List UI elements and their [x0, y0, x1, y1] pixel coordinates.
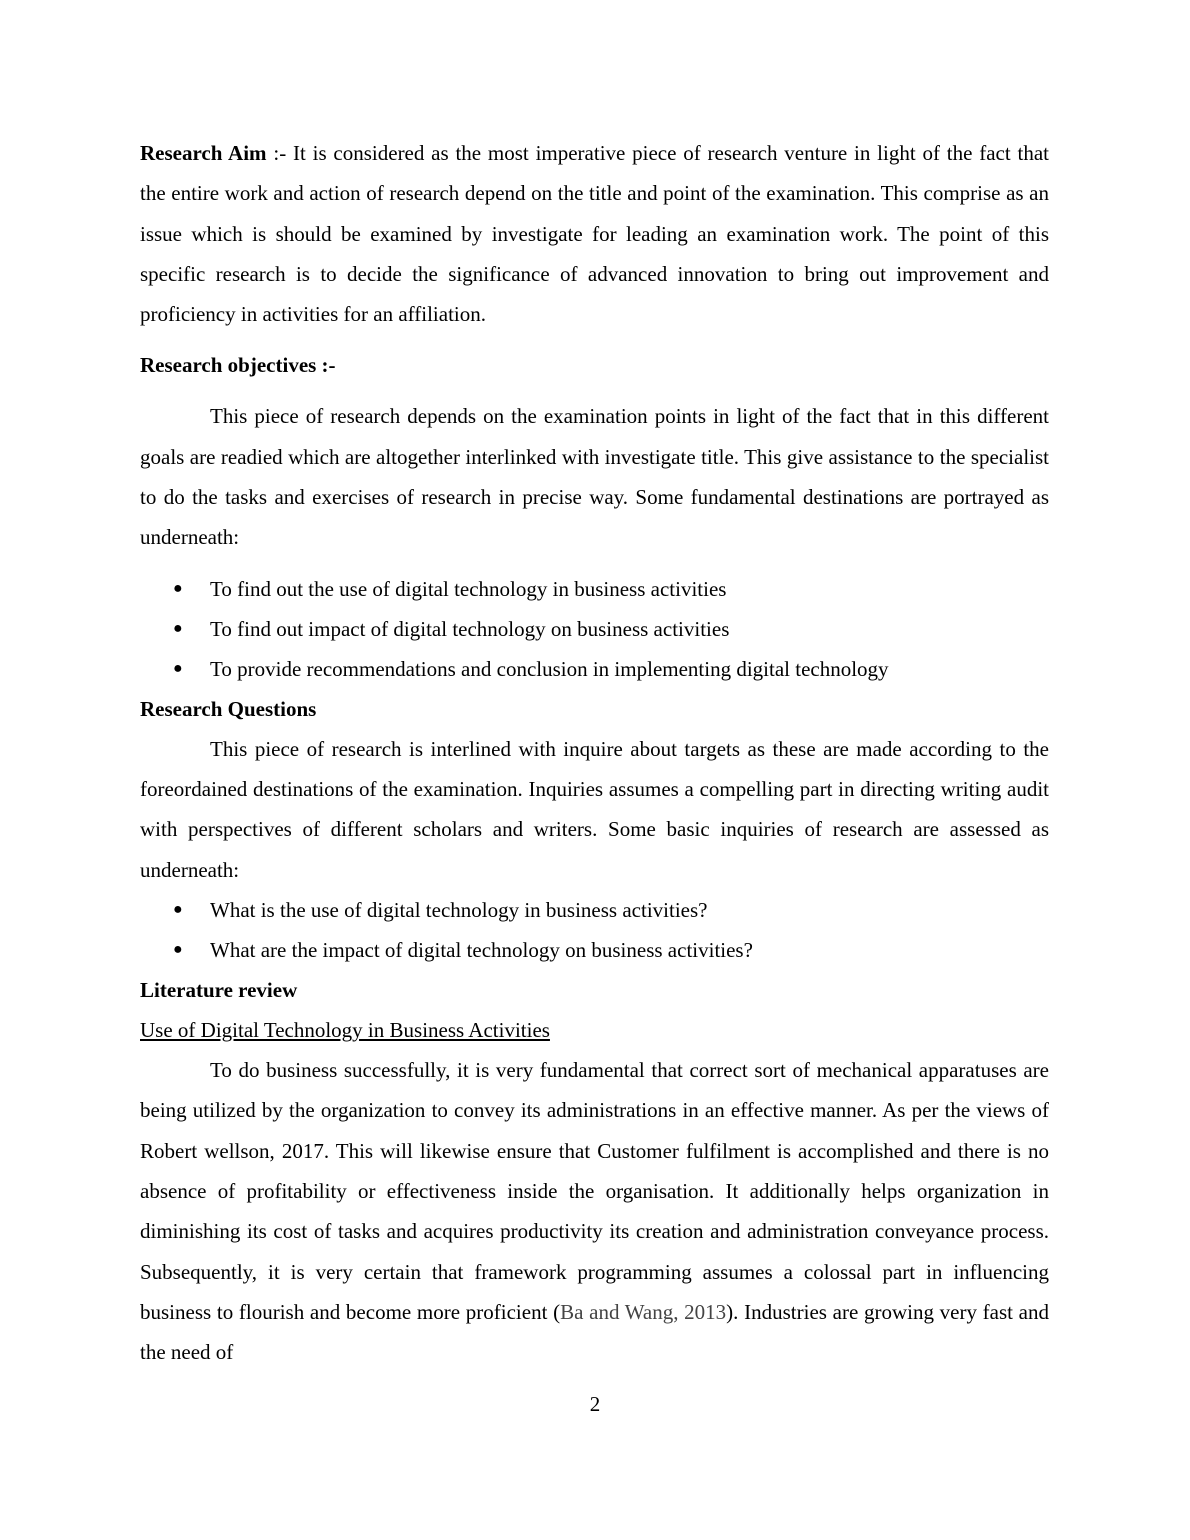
literature-review-heading: Literature review	[140, 977, 298, 1002]
list-item: ● To provide recommendations and conclusion in implementing digital technology	[140, 649, 1049, 689]
document-page	[140, 133, 1049, 1373]
questions-list	[140, 890, 1049, 970]
bullet-icon: ●	[173, 900, 183, 918]
research-questions-intro: This piece of research is interlined with inquire about targets as these are made according to the foreordained destinations of the examination. Inquiries assumes a compelling part in directing writing audit with perspectives of different scholars and writers. Some basic inquiries of research are assessed as underneath:	[140, 736, 1049, 882]
research-aim-label: Research Aim	[140, 141, 267, 165]
list-item: ● What are the impact of digital technology on business activities?	[140, 930, 1049, 970]
research-objectives-intro: This piece of research depends on the examination points in light of the fact that in this different goals are readied which are altogether interlinked with investigate title. This give assistance to the specialist to do the tasks and exercises of research in precise way. Some fundamental destinations are portrayed as underneath:	[140, 404, 1049, 550]
list-item: ● To find out the use of digital technology in business activities	[140, 569, 1049, 609]
literature-subheading: Use of Digital Technology in Business Activities	[140, 1017, 550, 1042]
research-aim-text: :- It is considered as the most imperative piece of research venture in light of the fact that the entire work and action of research depend on the title and point of the examination. This comprise as an issue which is should be examined by investigate for leading an examination work. The point of this specific research is to decide the significance of advanced innovation to bring out improvement and proficiency in activities for an affiliation.	[140, 141, 1049, 327]
research-aim-paragraph	[140, 133, 1049, 334]
research-questions-heading: Research Questions	[140, 696, 317, 721]
bullet-icon: ●	[173, 619, 183, 637]
bullet-icon: ●	[173, 579, 183, 597]
page-number: 2	[589, 1392, 601, 1416]
literature-paragraph: To do business successfully, it is very fundamental that correct sort of mechanical apparatuses are being utilized by the organization to convey its administrations in an effective manner. As per the views of Robert wellson, 2017. This will likewise ensure that Customer fulfilment is accomplished and there is no absence of profitability or effectiveness inside the organisation. It additionally helps organization in diminishing its cost of tasks and acquires productivity its creation and administration conveyance process. Subsequently, it is very certain that framework programming assumes a colossal part in influencing business to flourish and become more proficient (Ba and Wang, 2013). Industries are growing very fast and the need of	[140, 1058, 1049, 1365]
research-objectives-heading: Research objectives :-	[140, 353, 336, 378]
bullet-icon: ●	[173, 659, 183, 677]
bullet-icon: ●	[173, 940, 183, 958]
list-item: ● What is the use of digital technology in business activities?	[140, 890, 1049, 930]
citation: Ba and Wang, 2013	[560, 1299, 727, 1324]
list-item: ● To find out impact of digital technology on business activities	[140, 609, 1049, 649]
objectives-list	[140, 569, 1049, 689]
